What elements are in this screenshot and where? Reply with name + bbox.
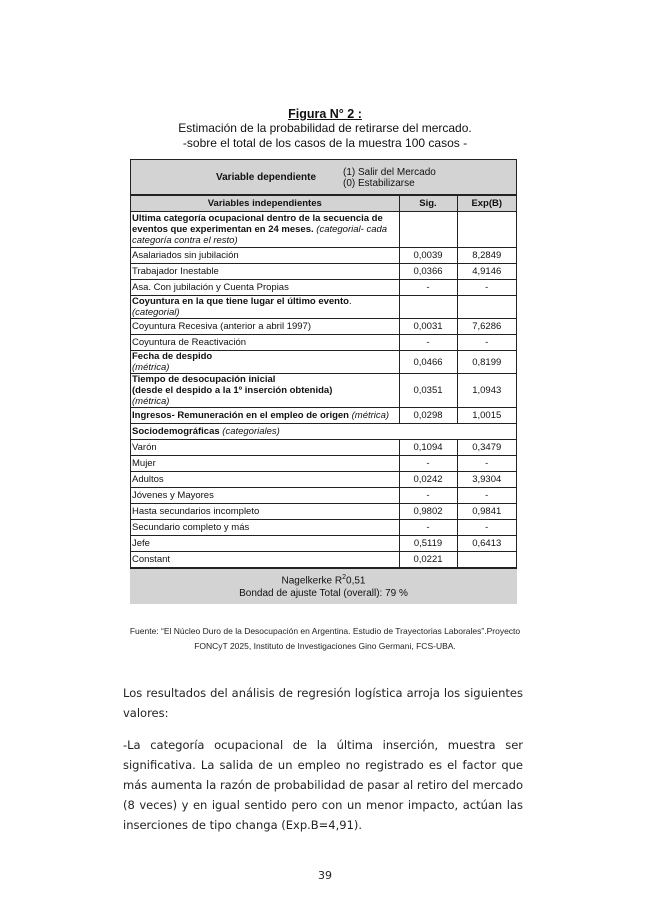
- table-row: Coyuntura Recesiva (anterior a abril 1997) 0,0031 7,6286: [131, 319, 516, 335]
- dependent-value-1: (1) Salir del Mercado: [343, 167, 436, 178]
- section-label: Tiempo de desocupación inicial (desde el despido a la 1º inserción obtenida) (métrica): [131, 374, 399, 408]
- table-row-ingresos: Ingresos- Remuneración en el empleo de origen (métrica) 0,0298 1,0015: [131, 408, 516, 424]
- table-row: Jefe 0,5119 0,6413: [131, 536, 516, 552]
- table-row: Adultos 0,0242 3,9304: [131, 472, 516, 488]
- table-row: Asalariados sin jubilación 0,0039 8,2849: [131, 248, 516, 264]
- dependent-value-2: (0) Estabilizarse: [343, 178, 415, 189]
- section-row-ocupacional: [131, 212, 516, 248]
- column-header-variables: Variables independientes: [131, 196, 399, 212]
- coefficients-table: [131, 195, 516, 568]
- table-row: Jóvenes y Mayores - -: [131, 488, 516, 504]
- section-row-sociodemograficas: [131, 424, 516, 440]
- table-row-tiempo-desocupacion: Tiempo de desocupación inicial (desde el despido a la 1º inserción obtenida) (métrica) 0,0351 1,0943: [131, 374, 516, 408]
- page-number: 39: [318, 869, 332, 882]
- table-row: Trabajador Inestable 0,0366 4,9146: [131, 264, 516, 280]
- nagelkerke-r2: Nagelkerke $R^20,51$: [281, 574, 366, 587]
- table-row: Constant 0,0221: [131, 552, 516, 568]
- figure-subtitle-1: Estimación de la probabilidad de retirarse del mercado.: [178, 121, 472, 135]
- source-line-1: Fuente: “El Núcleo Duro de la Desocupación en Argentina. Estudio de Trayectorias Laborales”.Proyecto: [129, 626, 521, 636]
- table-row: Asa. Con jubilación y Cuenta Propias - -: [131, 280, 516, 296]
- column-header-exp: Exp(B): [457, 196, 516, 212]
- source-line-2: FONCyT 2025, Instituto de Investigaciones Gino Germani, FCS-UBA.: [194, 641, 456, 651]
- section-row-coyuntura: [131, 296, 516, 319]
- body-paragraph-1: Los resultados del análisis de regresión logística arroja los siguientes valores:: [123, 686, 523, 720]
- table-row: Hasta secundarios incompleto 0,9802 0,9841: [131, 504, 516, 520]
- dependent-variable-header: [131, 160, 516, 195]
- column-header-row: [131, 196, 516, 212]
- section-label: Ingresos- Remuneración en el empleo de origen (métrica): [131, 408, 399, 424]
- table-row: Varón 0,1094 0,3479: [131, 440, 516, 456]
- body-paragraph-2: -La categoría ocupacional de la última inserción, muestra ser significativa. La salida de un empleo no registrado es el factor que más aumenta la razón de probabilidad de pasar al retiro del mercado (8 veces) y en igual sentido pero con un menor impacto, actúan las inserciones de tipo changa (Exp.B=4,91).: [123, 738, 523, 832]
- table-row: Mujer - -: [131, 456, 516, 472]
- regression-table: [130, 159, 517, 604]
- dependent-variable-values: [343, 167, 436, 189]
- table-row: Secundario completo y más - -: [131, 520, 516, 536]
- section-label: Coyuntura en la que tiene lugar el último evento. (categorial): [131, 296, 399, 319]
- table-row-fecha-despido: Fecha de despido (métrica) 0,0466 0,8199: [131, 351, 516, 374]
- dependent-variable-label: Variable dependiente: [216, 172, 317, 183]
- section-label: Ultima categoría ocupacional dentro de la secuencia de eventos que experimentan en 24 meses. (categorial- cada categoría contra el resto): [131, 212, 399, 248]
- section-label: Sociodemográficas (categoriales): [131, 424, 516, 440]
- section-label: Fecha de despido (métrica): [131, 351, 399, 374]
- table-row: Coyuntura de Reactivación - -: [131, 335, 516, 351]
- figure-title: Figura N° 2 :: [288, 107, 362, 121]
- table-footer: [130, 568, 517, 604]
- column-header-sig: Sig.: [399, 196, 457, 212]
- figure-subtitle-2: -sobre el total de los casos de la muestra 100 casos -: [182, 136, 468, 150]
- goodness-of-fit: Bondad de ajuste Total (overall): 79 %: [239, 588, 408, 600]
